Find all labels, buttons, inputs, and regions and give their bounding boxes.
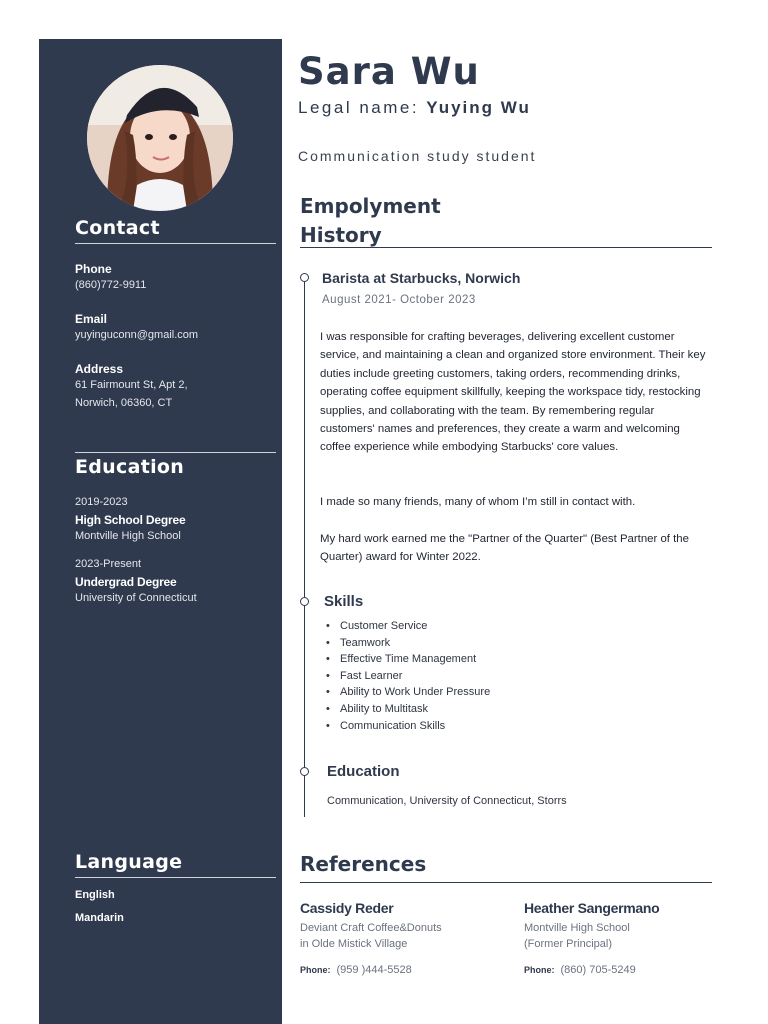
address-line-2: Norwich, 06360, CT xyxy=(75,397,173,409)
reference-phone xyxy=(524,964,724,976)
job-description: I was responsible for crafting beverages, delivering excellent customer service, and maintaining a clean and organized store environment. Their key duties include greeting customers, taking orders, recommending drinks, operating coffee equipment skillfully, keeping the workspace tidy, restocking supplies, and collaborating with the team. By remembering regular customers' names and preferences, they create a warm and welcoming coffee experience while embodying Starbucks' core values. xyxy=(320,331,706,454)
timeline-dot xyxy=(300,767,309,776)
list-item: • Communication Skills xyxy=(326,718,490,735)
reference-line-2: in Olde Mistick Village xyxy=(300,938,408,950)
contact-heading: Contact xyxy=(75,217,276,244)
profile-photo-illustration xyxy=(87,65,233,211)
list-item: • Effective Time Management xyxy=(326,651,490,668)
list-item: • Teamwork xyxy=(326,635,490,652)
reference-line-2: (Former Principal) xyxy=(524,938,613,950)
sidebar xyxy=(39,39,282,1024)
language-heading: Language xyxy=(75,851,276,878)
education-section xyxy=(75,452,276,604)
reference-phone-label: Phone: xyxy=(300,965,331,975)
language-item: Mandarin xyxy=(75,912,124,924)
address-label: Address xyxy=(75,362,124,376)
education-item xyxy=(75,496,276,542)
references-divider xyxy=(300,882,712,883)
contact-section xyxy=(75,217,276,412)
reference-card xyxy=(524,900,724,976)
timeline-line xyxy=(304,277,305,817)
list-item: • Customer Service xyxy=(326,618,490,635)
list-item: • Fast Learner xyxy=(326,668,490,685)
legal-name-line: Legal name: Yuying Wu xyxy=(298,98,531,117)
education-degree: Undergrad Degree xyxy=(75,575,177,589)
language-section xyxy=(75,851,276,924)
reference-phone-value: (860) 705-5249 xyxy=(560,964,636,976)
job-note: I made so many friends, many of whom I’m still in contact with. xyxy=(320,496,636,508)
list-item: • Ability to Multitask xyxy=(326,701,490,718)
language-item: English xyxy=(75,889,115,901)
phone-value: (860)772-9911 xyxy=(75,279,147,291)
reference-phone-value: (959 )444-5528 xyxy=(336,964,412,976)
education-years: 2019-2023 xyxy=(75,496,128,508)
reference-name: Cassidy Reder xyxy=(300,900,394,916)
job-award: My hard work earned me the "Partner of the Quarter" (Best Partner of the Quarter) award for Winter 2022. xyxy=(320,533,689,564)
email-value: yuyinguconn@gmail.com xyxy=(75,329,199,341)
employment-divider xyxy=(300,247,712,248)
main-education-heading: Education xyxy=(327,763,400,780)
education-school: University of Connecticut xyxy=(75,592,197,604)
skills-list xyxy=(326,618,490,734)
phone-label: Phone xyxy=(75,262,112,276)
employment-heading xyxy=(300,192,441,250)
legal-name-label: Legal name xyxy=(298,98,412,117)
tagline: Communication study student xyxy=(298,148,537,164)
education-years: 2023-Present xyxy=(75,558,142,570)
references-heading: References xyxy=(300,852,427,876)
full-name: Sara Wu xyxy=(298,50,480,93)
reference-line-1: Deviant Craft Coffee&Donuts xyxy=(300,922,442,934)
email-label: Email xyxy=(75,312,108,326)
reference-phone-label: Phone: xyxy=(524,965,555,975)
legal-name-value: Yuying Wu xyxy=(426,98,531,117)
employment-heading-line-1: Empolyment xyxy=(300,194,441,218)
reference-card xyxy=(300,900,500,976)
education-heading: Education xyxy=(75,456,185,478)
education-school: Montville High School xyxy=(75,530,181,542)
profile-photo xyxy=(87,65,233,211)
job-title: Barista at Starbucks, Norwich xyxy=(322,270,521,286)
reference-phone xyxy=(300,964,500,976)
timeline-dot xyxy=(300,273,309,282)
reference-name: Heather Sangermano xyxy=(524,900,660,916)
job-dates: August 2021- October 2023 xyxy=(322,294,476,306)
address-line-1: 61 Fairmount St, Apt 2, xyxy=(75,379,188,391)
main-education-text: Communication, University of Connecticut, Storrs xyxy=(327,795,567,807)
list-item: • Ability to Work Under Pressure xyxy=(326,684,490,701)
timeline-dot xyxy=(300,597,309,606)
education-item xyxy=(75,558,276,604)
skills-heading: Skills xyxy=(324,593,364,610)
reference-line-1: Montville High School xyxy=(524,922,630,934)
education-degree: High School Degree xyxy=(75,513,186,527)
employment-heading-line-2: History xyxy=(300,223,382,247)
